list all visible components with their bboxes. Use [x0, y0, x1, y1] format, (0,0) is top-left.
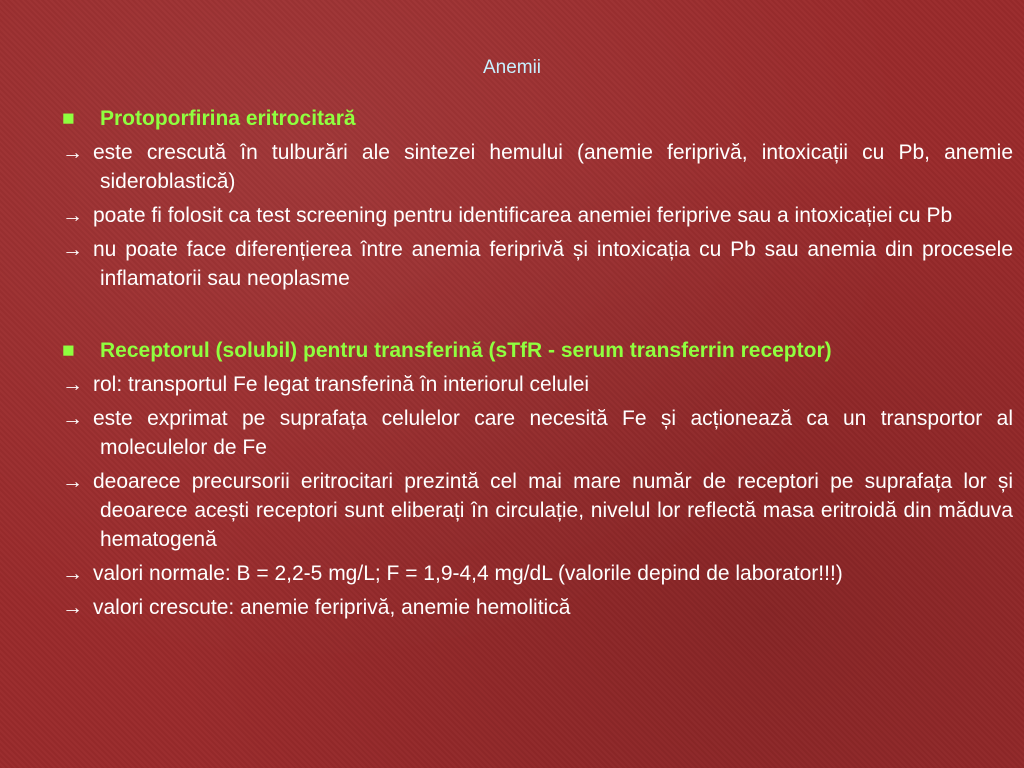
list-item-text: este crescută în tulburări ale sintezei hemului (anemie feriprivă, intoxicații cu Pb, anemie sideroblastică) [93, 141, 1013, 193]
list-item-text: valori normale: B = 2,2-5 mg/L; F = 1,9-4,4 mg/dL (valorile depind de laborator!!!) [93, 562, 843, 585]
section-heading-text: Protoporfirina eritrocitară [100, 107, 356, 130]
slide-content [62, 104, 1013, 622]
arrow-icon: → [62, 407, 83, 430]
arrow-icon: → [62, 238, 83, 261]
list-item-text: deoarece precursorii eritrocitari prezintă cel mai mare număr de receptori pe suprafața lor și deoarece acești receptori sunt eliberați în circulație, nivelul lor reflectă masa eritroidă din măduva hematogenă [93, 470, 1013, 551]
list-item [62, 138, 1013, 196]
list-item [62, 235, 1013, 293]
square-bullet-icon: ■ [62, 339, 75, 362]
section-heading [62, 336, 1013, 365]
arrow-icon: → [62, 470, 83, 493]
list-item-text: valori crescute: anemie feriprivă, anemie hemolitică [93, 596, 571, 619]
square-bullet-icon: ■ [62, 107, 75, 130]
list-item [62, 201, 1013, 230]
list-item [62, 370, 1013, 399]
arrow-icon: → [62, 141, 83, 164]
list-item [62, 559, 1013, 588]
list-item-text: este exprimat pe suprafața celulelor care necesită Fe și acționează ca un transportor al moleculelor de Fe [93, 407, 1013, 459]
section-heading [62, 104, 1013, 133]
list-item-text: poate fi folosit ca test screening pentru identificarea anemiei feriprive sau a intoxicației cu Pb [93, 204, 953, 227]
arrow-icon: → [62, 204, 83, 227]
list-item [62, 593, 1013, 622]
list-item-text: nu poate face diferențierea între anemia feriprivă și intoxicația cu Pb sau anemia din procesele inflamatorii sau neoplasme [93, 238, 1013, 290]
list-item-text: rol: transportul Fe legat transferină în interiorul celulei [93, 373, 590, 396]
slide-title: Anemii [482, 57, 542, 78]
section-gap [62, 293, 1013, 336]
list-item [62, 404, 1013, 462]
arrow-icon: → [62, 562, 83, 585]
arrow-icon: → [62, 596, 83, 619]
section-heading-text: Receptorul (solubil) pentru transferină (sTfR - serum transferrin receptor) [100, 339, 832, 362]
list-item [62, 467, 1013, 554]
arrow-icon: → [62, 373, 83, 396]
